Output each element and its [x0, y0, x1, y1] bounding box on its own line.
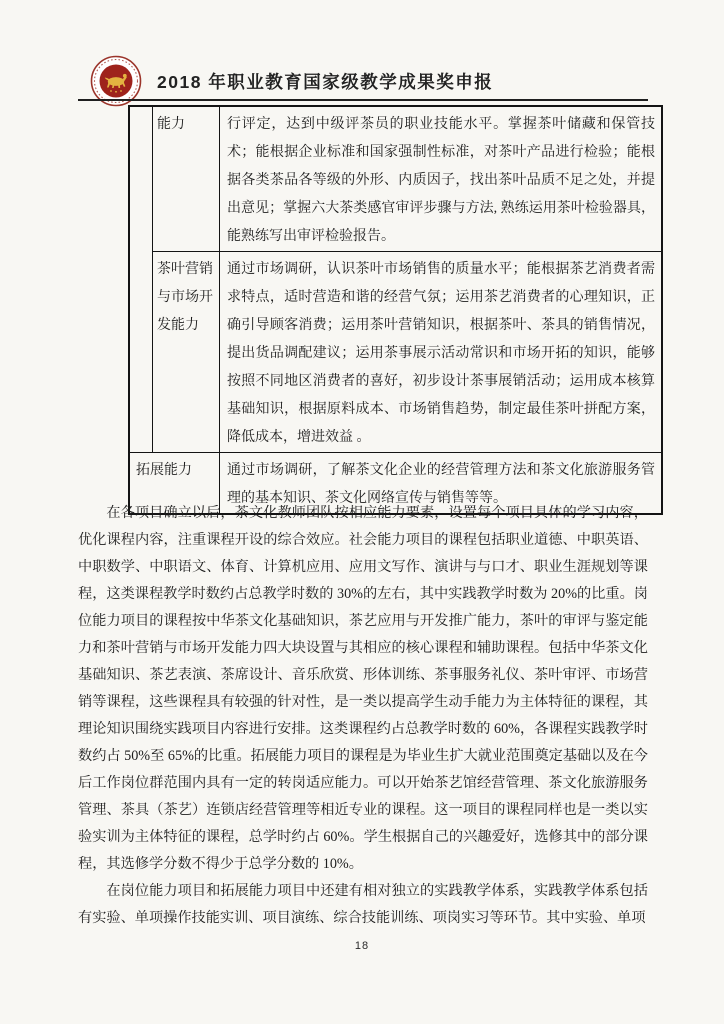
ability-content-cell: 通过市场调研，了解茶文化企业的经营管理方法和茶文化旅游服务管理的基本知识、茶文化网络宣传与销售等等。 [220, 453, 663, 515]
paragraph: 在岗位能力项目和拓展能力项目中还建有相对独立的实践教学体系，实践教学体系包括有实验、单项操作技能实训、项目演练、综合技能训练、项岗实习等环节。其中实验、单项 [78, 883, 648, 926]
table-spacer-cell [129, 106, 153, 453]
ability-label-cell: 茶叶营销与市场开发能力 [153, 252, 220, 453]
body-text [78, 500, 648, 932]
ability-content-cell: 通过市场调研，认识茶叶市场销售的质量水平；能根据茶艺消费者需求特点，适时营造和谐的经营气氛；运用茶艺消费者的心理知识，正确引导顾客消费；运用茶叶营销知识，根据茶叶、茶具的销售情况，提出货品调配建议；运用茶事展示活动常识和市场开拓的知识，能够按照不同地区消费者的喜好，初步设计茶事展销活动；运用成本核算基础知识，根据原料成本、市场销售趋势，制定最佳茶叶拼配方案，降低成本，增进效益 。 [220, 252, 663, 453]
ability-content-cell: 行评定，达到中级评茶员的职业技能水平。掌握茶叶储藏和保管技术；能根据企业标准和国家强制性标准，对茶叶产品进行检验；能根据各类茶品各等级的外形、内质因子，找出茶叶品质不足之处，并提出意见；掌握六大茶类感官审评步骤与方法, 熟练运用茶叶检验器具，能熟练写出审评检验报告。 [220, 106, 663, 252]
ability-label-cell: 能力 [153, 106, 220, 252]
table-row [129, 106, 662, 252]
page-number: 18 [354, 940, 370, 952]
page-title: 2018 年职业教育国家级教学成果奖申报 [157, 71, 494, 92]
table-row [129, 252, 662, 453]
paragraph: 在各项目确立以后，茶文化教师团队按相应能力要素，设置每个项目具体的学习内容，优化课程内容，注重课程开设的综合效应。社会能力项目的课程包括职业道德、中职英语、中职数学、中职语文、体育、计算机应用、应用文写作、演讲与与口才、职业生涯规划等课程，这类课程教学时数约占总教学时数的 30%的左右，其中实践教学时数为 20%的比重。岗位能力项目的课程按中华茶文化基础知识，茶艺应用与开发推广能力，茶叶的审评与鉴定能力和茶叶营销与市场开发能力四大块设置与其相应的核心课程和辅助课程。包括中华茶文化基础知识、茶艺表演、茶席设计、音乐欣赏、形体训练、茶事服务礼仪、茶叶审评、市场营销等课程，这些课程具有较强的针对性，是一类以提高学生动手能力为主体特征的课程，其理论知识围绕实践项目内容进行安排。这类课程约占总教学时数的 60%，各课程实践教学时数约占 50%至 65%的比重。拓展能力项目的课程是为毕业生扩大就业范围奠定基础以及在今后工作岗位群范围内具有一定的转岗适应能力。可以开始茶艺馆经营管理、茶文化旅游服务管理、茶具（茶艺）连锁店经营管理等相近专业的课程。这一项目的课程同样也是一类以实验实训为主体特征的课程，总学时约占 60%。学生根据自己的兴趣爱好，选修其中的部分课程，其选修学分数不得少于总学分数的 10%。 [78, 505, 648, 872]
header-divider [78, 99, 648, 101]
ability-label-cell: 拓展能力 [129, 453, 220, 515]
ability-table [128, 105, 663, 515]
